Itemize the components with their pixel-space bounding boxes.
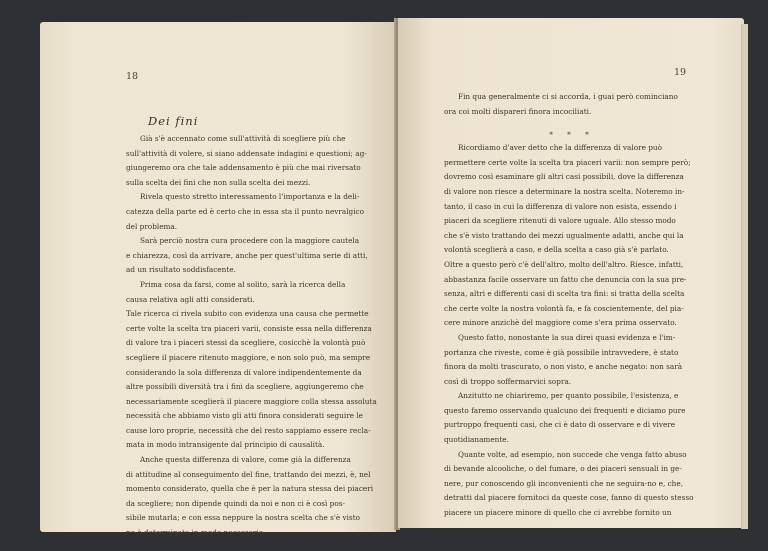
text-line: Tale ricerca ci rivela subito con evidenza una causa che permette <box>126 309 369 319</box>
text-line: senza, altri e differenti casi di scelta tra fini: si tratta della scelta <box>444 289 685 299</box>
text-line: scegliere il piacere ritenuto maggiore, e non solo può, ma sempre <box>126 352 371 362</box>
text-line: altre possibili diversità tra i fini da scegliere, aggiungeremo che <box>126 382 364 392</box>
text-line: questo faremo osservando qualcuno dei frequenti e diciamo pure <box>444 405 686 415</box>
text-line: Oltre a questo però c'è dell'altro, molto dell'altro. Riesce, infatti, <box>444 259 684 269</box>
text-line: mata in modo intransigente dal principio di causalità. <box>126 440 325 450</box>
text-line: considerando la sola differenza di valore indipendentemente da <box>126 367 362 377</box>
text-line: di bevande alcooliche, o del fumare, o dei piaceri sensuali in ge- <box>444 464 682 474</box>
text-line: portanza che riveste, come è già possibile intravvedere, è stato <box>444 347 679 357</box>
text-line: e chiarezza, così da arrivare, anche per quest'ultima serie di atti, <box>126 250 368 260</box>
left-page <box>40 22 396 538</box>
text-line: Rivela questo stretto interessamento l'importanza e la deli- <box>140 192 360 202</box>
intro-paragraph <box>444 90 700 119</box>
text-line: Prima cosa da farsi, come al solito, sarà la ricerca della <box>140 279 346 289</box>
text-line: così di troppo soffermarvici sopra. <box>444 376 572 386</box>
text-line: ora coi molti dispareri finora incociliati. <box>444 106 592 116</box>
text-line: volontà sceglierà a caso, e della scelta a caso già s'è parlato. <box>444 245 669 255</box>
text-line: ne è determinata in modo necessario. <box>126 528 266 538</box>
section-separator: * * * <box>549 130 595 140</box>
text-line: sull'attività di volere, si siano addensate indagini e questioni; ag- <box>126 148 367 158</box>
right-page <box>398 18 744 528</box>
text-line: sibile mutarla; e con essa neppure la nostra scelta che s'è visto <box>126 513 361 523</box>
text-line: di valore tra i piaceri stessi da scegliere, cosicchè la volontà può <box>126 338 366 348</box>
open-book <box>40 18 746 538</box>
text-line: del problema. <box>126 221 178 231</box>
text-line: momento considerato, quella che è per la natura stessa dei piaceri <box>126 484 374 494</box>
text-line: ad un risultato soddisfacente. <box>126 265 236 275</box>
text-line: di attitudine al conseguimento del fine, trattando dei mezzi, è, nel <box>126 469 371 479</box>
text-line: Fin qua generalmente ci si accorda, i guai però cominciano <box>458 92 678 101</box>
text-line: dovremo così esaminare gli altri casi possibili, dove la differenza <box>444 172 684 182</box>
text-line: Ricordiamo d'aver detto che la differenza di valore può <box>458 143 662 153</box>
text-line: piaceri da scegliere ritenuti di valore uguale. Allo stesso modo <box>444 216 676 226</box>
left-page-text <box>126 132 377 541</box>
text-line: da scegliere; non dipende quindi da noi e non ci è così pos- <box>126 498 345 508</box>
text-line: cere minore anzichè del maggiore come s'era prima osservato. <box>444 318 677 328</box>
page-edge <box>741 24 748 529</box>
main-text <box>444 141 700 520</box>
text-line: che s'è visto trattando dei mezzi ugualmente adatti, anche qui la <box>444 230 684 240</box>
text-line: sulla scelta dei fini che non sulla scelta dei mezzi. <box>126 177 311 187</box>
text-line: detratti dal piacere fornitoci da queste cose, fanno di questo stesso <box>444 493 694 503</box>
right-page-text <box>444 90 700 521</box>
text-line: permettere certe volte la scelta tra piaceri varii: non sempre però; <box>444 157 691 167</box>
text-line: necessità che abbiamo visto gli atti finora considerati seguire le <box>126 411 363 421</box>
text-line: certe volte la scelta tra piaceri varii, consiste essa nella differenza <box>126 323 372 333</box>
text-line: causa relativa agli atti considerati. <box>126 294 255 304</box>
text-line: purtroppo frequenti casi, che ci è dato di osservare e di vivere <box>444 420 676 430</box>
text-line: Sarà perciò nostra cura procedere con la maggiore cautela <box>140 236 360 246</box>
text-line: giungeremo ora che tale addensamento è più che mai riversato <box>126 163 361 173</box>
text-line: quotidianamente. <box>444 435 509 445</box>
text-line: abbastanza facile osservare un fatto che denuncia con la sua pre- <box>444 274 687 284</box>
text-line: catezza della parte ed è certo che in essa sta il punto nevralgico <box>126 206 365 216</box>
text-line: necessariamente sceglierà il piacere maggiore colla stessa assoluta <box>126 396 377 406</box>
text-line: tanto, il caso in cui la differenza di valore non esista, essendo i <box>444 201 677 211</box>
text-line: cause loro proprie, necessità che del resto sappiamo essere recla- <box>126 425 371 435</box>
text-line: Anzitutto ne chiariremo, per quanto possibile, l'esistenza, e <box>458 391 679 401</box>
text-line: nere, pur conoscendo gli inconvenienti che ne seguira-no e, che, <box>444 478 684 488</box>
text-line: Quante volte, ad esempio, non succede che venga fatto abuso <box>458 449 687 459</box>
section-heading: Dei fini <box>148 114 199 128</box>
text-line: Già s'è accennato come sull'attività di scegliere più che <box>140 134 346 143</box>
text-line: finora da molti trascurato, o non visto, e anche negato: non sarà <box>444 362 683 372</box>
text-line: di valore non riesce a determinare la nostra scelta. Noteremo in- <box>444 186 685 196</box>
page-number: 18 <box>126 71 139 82</box>
text-line: piacere un piacere minore di quello che ci avrebbe fornito un <box>444 508 672 518</box>
text-line: Anche questa differenza di valore, come già la differenza <box>140 455 351 465</box>
page-number: 19 <box>674 67 687 78</box>
text-line: che certe volte la nostra volontà fa, e fa coscientemente, del pia- <box>444 303 684 313</box>
text-line: Questo fatto, nonostante la sua direi quasi evidenza e l'im- <box>458 332 676 342</box>
